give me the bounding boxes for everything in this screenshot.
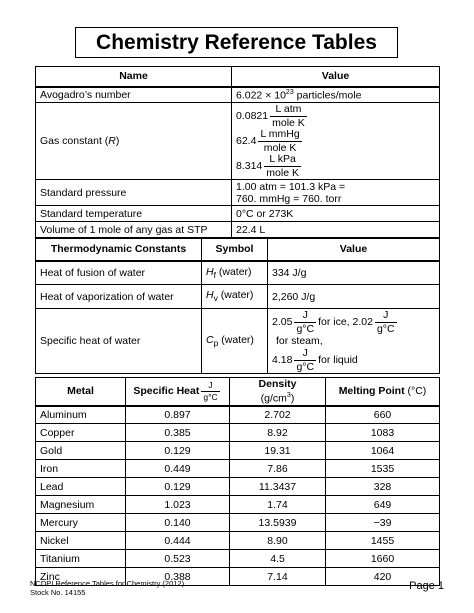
metal-name: Lead [36, 478, 126, 496]
metal-density: 4.5 [230, 550, 326, 568]
header-thermo-value: Value [268, 239, 440, 261]
specific-heat-value [268, 309, 440, 374]
metal-row [36, 496, 440, 514]
metal-name: Magnesium [36, 496, 126, 514]
metal-density: 7.86 [230, 460, 326, 478]
metal-melting-point: 328 [326, 478, 440, 496]
footer-source [30, 579, 184, 597]
metal-specific-heat: 0.444 [126, 532, 230, 550]
thermo-table [35, 238, 440, 374]
metal-density: 8.92 [230, 424, 326, 442]
specific-heat-name: Specific heat of water [36, 309, 202, 374]
metal-row [36, 532, 440, 550]
metal-specific-heat: 0.129 [126, 478, 230, 496]
metal-specific-heat: 0.140 [126, 514, 230, 532]
page-number: Page 1 [409, 580, 444, 592]
standard-temperature-name: Standard temperature [36, 206, 232, 222]
metal-row [36, 424, 440, 442]
metal-specific-heat: 0.449 [126, 460, 230, 478]
metal-density: 7.14 [230, 568, 326, 586]
metal-specific-heat: 0.388 [126, 568, 230, 586]
metal-specific-heat: 0.385 [126, 424, 230, 442]
standard-pressure-value: 1.00 atm = 101.3 kPa = 760. mmHg = 760. torr [232, 180, 440, 206]
fusion-symbol: $H_f$ (water) [202, 261, 268, 285]
metal-melting-point: 660 [326, 406, 440, 424]
fusion-value: 334 J/g [268, 261, 440, 285]
vaporization-value: 2,260 J/g [268, 285, 440, 309]
footer-line-2: Stock No. 14155 [30, 588, 86, 597]
metal-row [36, 406, 440, 424]
metal-row [36, 460, 440, 478]
specific-heat-liquid: 4.18 $\frac{J}{g^\circ C}$ for liquid [272, 347, 358, 373]
metal-name: Zinc [36, 568, 126, 586]
metal-row [36, 442, 440, 460]
metal-melting-point: 1064 [326, 442, 440, 460]
specific-heat-steam-label: for steam, [276, 335, 323, 347]
metal-specific-heat: 0.897 [126, 406, 230, 424]
gas-constant-kpa: 8.314 $\frac{\text{L kPa}}{\text{mole K}}$ [236, 153, 299, 179]
metal-density: 11.3437 [230, 478, 326, 496]
header-name: Name [36, 67, 232, 87]
gas-constant-name: Gas constant (R) [36, 103, 232, 180]
metal-specific-heat: 0.129 [126, 442, 230, 460]
vaporization-name: Heat of vaporization of water [36, 285, 202, 309]
metal-row [36, 514, 440, 532]
avogadro-value: $6.022 \times 10^{23}$ particles/mole [232, 87, 440, 103]
page-title [75, 27, 398, 58]
metal-name: Gold [36, 442, 126, 460]
metal-melting-point: 1660 [326, 550, 440, 568]
header-value: Value [232, 67, 440, 87]
metal-name: Nickel [36, 532, 126, 550]
metal-melting-point: 649 [326, 496, 440, 514]
header-melting-point: Melting Point (°C) [326, 378, 440, 406]
metal-melting-point: 1455 [326, 532, 440, 550]
header-density: Density $(g/cm^3)$ [230, 378, 326, 406]
metal-name: Iron [36, 460, 126, 478]
footer-line-1: NCDPI Reference Tables for Chemistry (2012) [30, 579, 185, 588]
metal-density: 13.5939 [230, 514, 326, 532]
constants-table [35, 66, 440, 238]
vaporization-symbol: $H_v$ (water) [202, 285, 268, 309]
standard-pressure-name: Standard pressure [36, 180, 232, 206]
specific-heat-symbol: $C_p$ (water) [202, 309, 268, 374]
metal-specific-heat: 0.523 [126, 550, 230, 568]
metal-melting-point: 420 [326, 568, 440, 586]
metal-name: Mercury [36, 514, 126, 532]
header-symbol: Symbol [202, 239, 268, 261]
avogadro-name: Avogadro’s number [36, 87, 232, 103]
metal-row [36, 550, 440, 568]
header-thermo-constants: Thermodynamic Constants [36, 239, 202, 261]
metal-melting-point: 1083 [326, 424, 440, 442]
metals-table [35, 377, 440, 586]
metal-name: Titanium [36, 550, 126, 568]
metal-row [36, 478, 440, 496]
metal-density: 2.702 [230, 406, 326, 424]
fusion-name: Heat of fusion of water [36, 261, 202, 285]
molar-volume-name: Volume of 1 mole of any gas at STP [36, 222, 232, 238]
gas-constant-atm: 0.0821 $\frac{\text{L atm}}{\text{mole K}}$ [236, 103, 305, 129]
metal-name: Copper [36, 424, 126, 442]
gas-constant-mmhg: 62.4 $\frac{\text{L mmHg}}{\text{mole K}}$ [236, 128, 300, 154]
standard-temperature-value: 0°C or 273K [232, 206, 440, 222]
metal-specific-heat: 1.023 [126, 496, 230, 514]
header-specific-heat: Specific Heat $\frac{J}{g^\circ C}$ [126, 378, 230, 406]
metal-name: Aluminum [36, 406, 126, 424]
metal-melting-point: 1535 [326, 460, 440, 478]
metal-melting-point: −39 [326, 514, 440, 532]
molar-volume-value: 22.4 L [232, 222, 440, 238]
specific-heat-ice-steam: 2.05 $\frac{J}{g^\circ C}$ for ice, 2.02 $\frac{J}{g^\circ C}$ [272, 309, 395, 335]
gas-constant-values [232, 103, 440, 180]
header-metal: Metal [36, 378, 126, 406]
metal-density: 1.74 [230, 496, 326, 514]
metal-density: 19.31 [230, 442, 326, 460]
metal-density: 8.90 [230, 532, 326, 550]
page-title-text: Chemistry Reference Tables [96, 30, 377, 54]
